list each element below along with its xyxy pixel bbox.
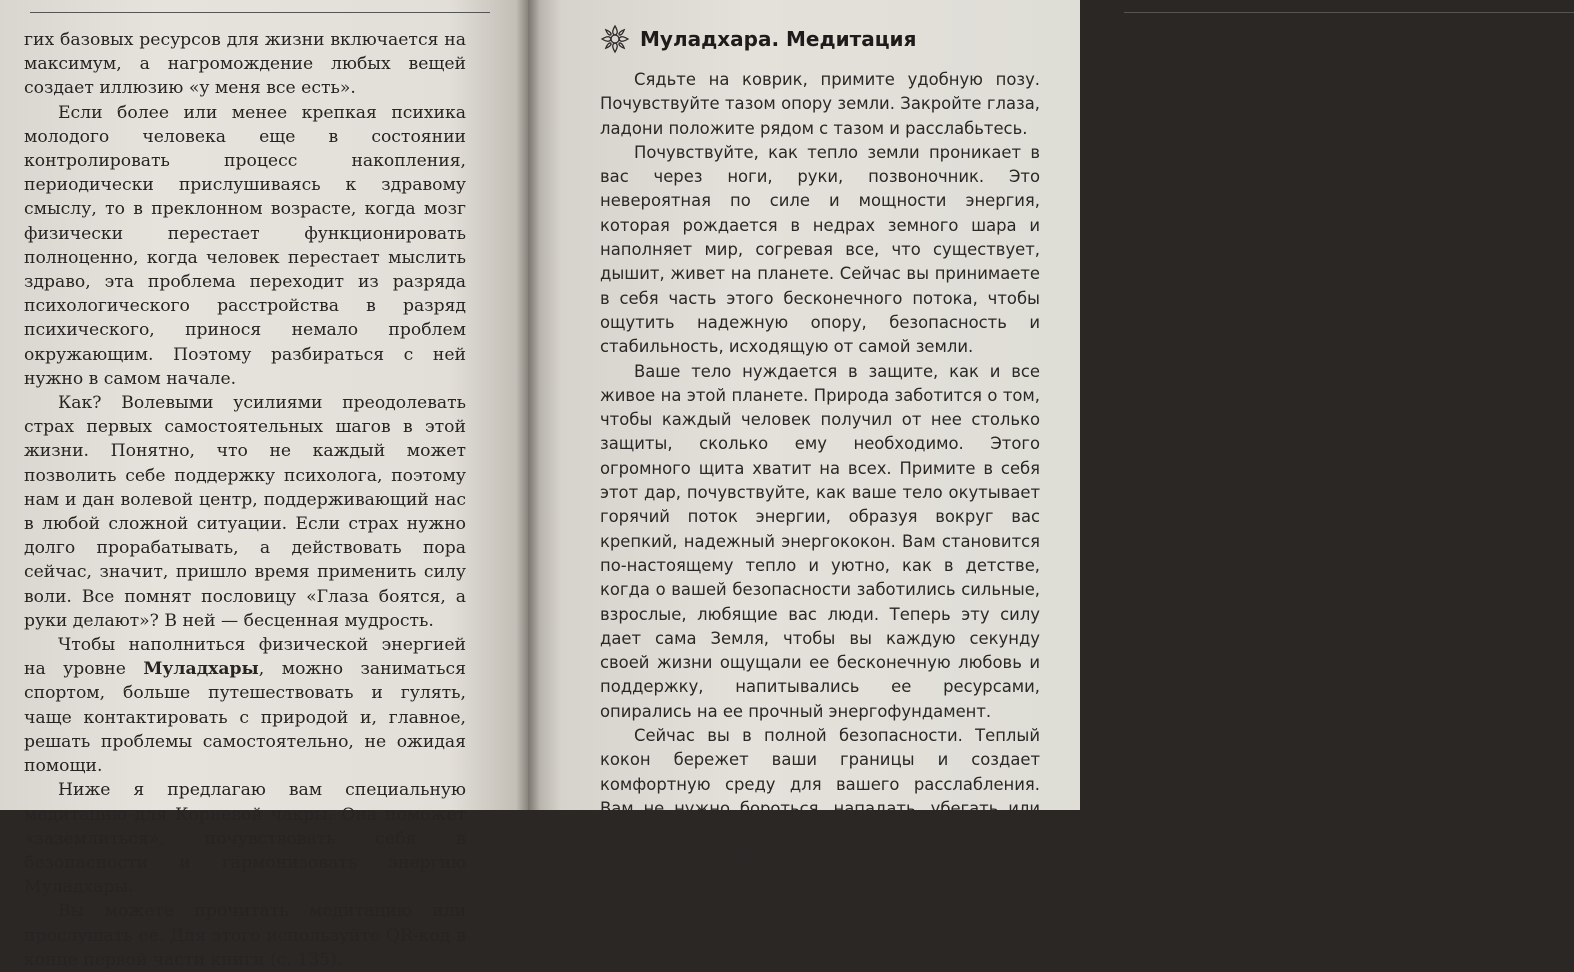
right-page-text [600,68,1040,894]
right-top-rule [1124,12,1574,13]
left-page-text [24,28,466,972]
left-top-rule [30,12,490,13]
book-gutter-shadow [516,0,540,810]
left-paragraph-4-end: , можно заниматься спортом, больше путешествовать и гулять, чаще контактировать с природой и, главное, решать проблемы самостоятельно, не ожидая помощи. [24,659,466,777]
left-paragraph-1: гих базовых ресурсов для жизни включается на максимум, а нагромождение любых вещей создает иллюзию «у меня все есть». [24,30,466,99]
right-paragraph-1: Сядьте на коврик, примите удобную позу. Почувствуйте тазом опору земли. Закройте глаза, ладони положите рядом с тазом и расслабьтесь. [600,70,1040,138]
left-paragraph-4-start: Чтобы наполниться физической энергией на уровне [24,635,466,680]
left-paragraph-4 [24,633,466,778]
right-paragraph-2: Почувствуйте, как тепло земли проникает в вас через ноги, руки, позвоночник. Это невероятная по силе и мощности энергия, которая рождается в недрах земного шара и наполняет мир, согревая все, что существует, дышит, живет на планете. Сейчас вы принимаете в себя часть этого бесконечного потока, чтобы ощутить надежную опору, безопасность и стабильность, исходящую от самой земли. [600,142,1040,357]
left-page [0,0,528,970]
right-paragraph-4: Сейчас вы в полной безопасности. Теплый кокон бережет ваши границы и создает комфортную среду для вашего расслабления. Вам не нужно бороться, нападать, убегать или защищаться. Здесь и сейчас вас оберегает сила самой Вселенной, и эта поддержка была, есть и будет с вами всю жизнь. Рядом с вами присут- [600,726,1040,891]
section-heading [600,24,1040,54]
right-paragraph-3: Ваше тело нуждается в защите, как и все живое на этой планете. Природа заботится о том, чтобы каждый человек получил от нее столько защиты, сколько ему необходимо. Этого огромного щита хватит на всех. Примите в себя этот дар, почувствуйте, как ваше тело окутывает горячий поток энергии, образуя вокруг вас крепкий, надежный энергококон. Вам становится по-настоящему тепло и уютно, как в детстве, когда о вашей безопасности заботились сильные, взрослые, любящие вас люди. Теперь эту силу дает сама Земля, чтобы вы каждую секунду своей жизни ощущали ее бесконечную любовь и поддержку, напитывались ее ресурсами, опирались на ее прочный энергофундамент. [600,361,1040,721]
right-page [528,0,1080,891]
section-title: Муладхара. Медитация [640,27,917,51]
lotus-ornament-icon [600,24,630,54]
left-paragraph-3: Как? Волевыми усилиями преодолевать страх первых самостоятельных шагов в этой жизни. Понятно, что не каждый может позволить себе поддержку психолога, поэтому нам и дан волевой центр, поддерживающий нас в любой сложной ситуации. Если страх нужно долго прорабатывать, а действовать пора сейчас, значит, пришло время применить силу воли. Все помнят пословицу «Глаза боятся, а руки делают»? В ней — бесценная мудрость. [24,393,466,631]
left-paragraph-2: Если более или менее крепкая психика молодого человека еще в состоянии контролировать процесс накопления, периодически прислушиваясь к здравому смыслу, то в преклонном возрасте, когда мозг физически перестает функционировать полноценно, когда человек перестает мыслить здраво, эта проблема переходит из разряда психологического расстройства в разряд психического, принося немало проблем окружающим. Поэтому разбираться с ней нужно в самом начале. [24,102,466,389]
left-paragraph-6: Вы можете прочитать медитацию или прослушать ее. Для этого используйте QR-код в конце первой части книги (с. 135). [24,901,466,970]
muladhara-bold-term: Муладхары [143,659,259,680]
left-paragraph-5: Ниже я предлагаю вам специальную медитацию для Корневой чакры. Она поможет «заземлиться», почувствовать себя в безопасности и гармонизовать энергию Муладхары. [24,780,466,898]
